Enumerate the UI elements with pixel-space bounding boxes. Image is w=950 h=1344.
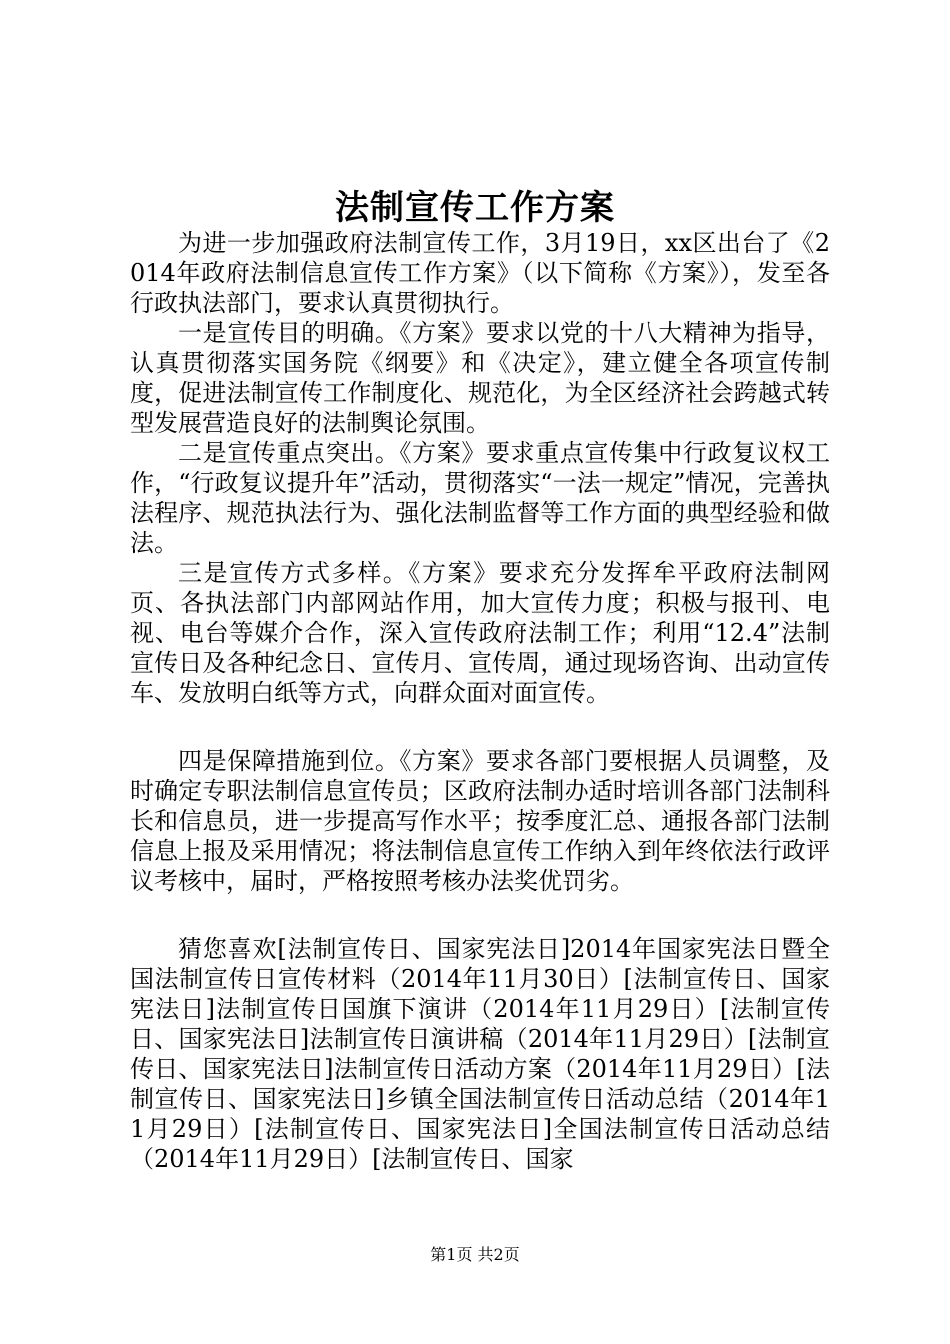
paragraph-gap <box>130 708 830 746</box>
point-two-paragraph: 二是宣传重点突出。《方案》要求重点宣传集中行政复议权工作，“行政复议提升年”活动，贯彻落实“一法一规定”情况，完善执法程序、规范执法行为、强化法制监督等工作方面的典型经验和做法。 <box>130 439 830 557</box>
document-title: 法制宣传工作方案 <box>335 188 615 228</box>
point-one-paragraph: 一是宣传目的明确。《方案》要求以党的十八大精神为指导，认真贯彻落实国务院《纲要》和《决定》，建立健全各项宣传制度，促进法制宣传工作制度化、规范化，为全区经济社会跨越式转型发展营造良好的法制舆论氛围。 <box>130 319 830 437</box>
point-three-paragraph: 三是宣传方式多样。《方案》要求充分发挥牟平政府法制网页、各执法部门内部网站作用，加大宣传力度；积极与报刊、电视、电台等媒介合作，深入宣传政府法制工作；利用“12.4”法制宣传日及各种纪念日、宣传月、宣传周，通过现场咨询、出动宣传车、发放明白纸等方式，向群众面对面宣传。 <box>130 559 830 707</box>
page-footer: 第1页 共2页 <box>430 1245 520 1264</box>
document-body <box>130 228 830 1174</box>
point-four-paragraph: 四是保障措施到位。《方案》要求各部门要根据人员调整，及时确定专职法制信息宣传员；区政府法制办适时培训各部门法制科长和信息员，进一步提高写作水平；按季度汇总、通报各部门法制信息上报及采用情况；将法制信息宣传工作纳入到年终依法行政评议考核中，届时，严格按照考核办法奖优罚劣。 <box>130 747 830 895</box>
paragraph-gap <box>130 896 830 934</box>
related-articles-paragraph: 猜您喜欢[法制宣传日、国家宪法日]2014年国家宪法日暨全国法制宣传日宣传材料（2014年11月30日）[法制宣传日、国家宪法日]法制宣传日国旗下演讲（2014年11月29日）[法制宣传日、国家宪法日]法制宣传日演讲稿（2014年11月29日）[法制宣传日、国家宪法日]法制宣传日活动方案（2014年11月29日）[法制宣传日、国家宪法日]乡镇全国法制宣传日活动总结（2014年11月29日）[法制宣传日、国家宪法日]全国法制宣传日活动总结（2014年11月29日）[法制宣传日、国家 <box>130 935 830 1173</box>
intro-paragraph: 为进一步加强政府法制宣传工作，3月19日，xx区出台了《2014年政府法制信息宣传工作方案》（以下简称《方案》），发至各行政执法部门，要求认真贯彻执行。 <box>130 229 830 317</box>
